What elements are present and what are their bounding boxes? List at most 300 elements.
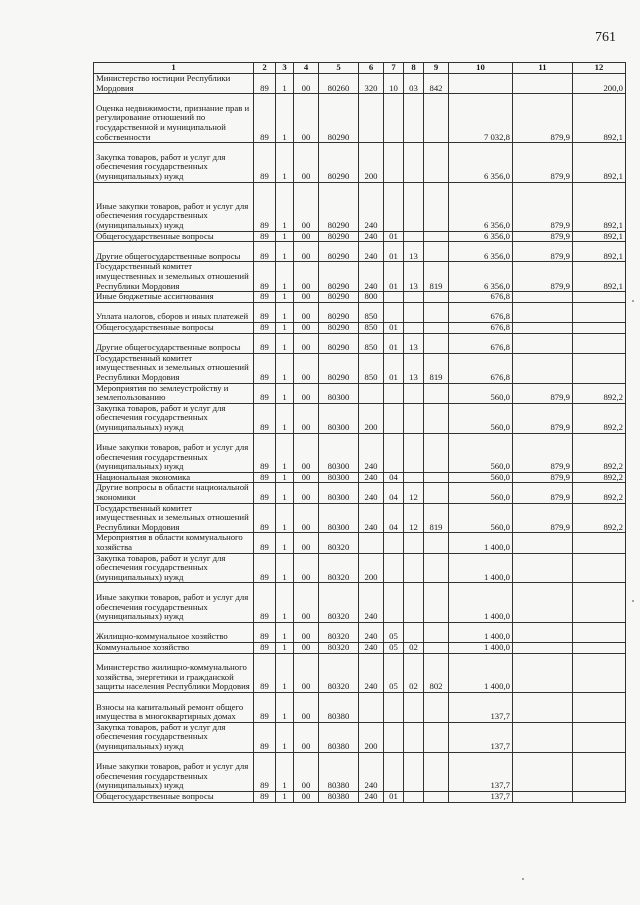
- col7-cell: [384, 752, 404, 791]
- col4-cell: 00: [294, 643, 319, 654]
- col5-cell: 80320: [319, 583, 359, 622]
- col10-value-cell: 676,8: [449, 292, 513, 303]
- col7-cell: [384, 383, 404, 403]
- col11-value-cell: [513, 533, 573, 553]
- col6-cell: 850: [359, 302, 384, 322]
- col3-cell: 1: [276, 182, 294, 231]
- col2-cell: 89: [254, 94, 276, 143]
- col11-value-cell: [513, 292, 573, 303]
- table-row: [94, 722, 626, 752]
- col10-value-cell: 137,7: [449, 722, 513, 752]
- table-row: [94, 333, 626, 353]
- row-name-cell: Коммунальное хозяйство: [94, 643, 254, 654]
- col9-cell: [424, 231, 449, 242]
- col6-cell: [359, 533, 384, 553]
- col9-cell: [424, 792, 449, 803]
- row-name-cell: Другие вопросы в области национальной экономики: [94, 483, 254, 503]
- col11-value-cell: 879,9: [513, 503, 573, 533]
- col10-value-cell: 1 400,0: [449, 533, 513, 553]
- header-row: [94, 63, 626, 74]
- col4-cell: 00: [294, 182, 319, 231]
- col11-value-cell: 879,9: [513, 472, 573, 483]
- col11-value-cell: 879,9: [513, 483, 573, 503]
- col5-cell: 80260: [319, 74, 359, 94]
- col7-cell: 05: [384, 622, 404, 642]
- col2-cell: 89: [254, 403, 276, 433]
- col12-value-cell: [573, 322, 626, 333]
- header-cell: 3: [276, 63, 294, 74]
- col9-cell: [424, 472, 449, 483]
- col6-cell: 240: [359, 653, 384, 692]
- col9-cell: [424, 433, 449, 472]
- col4-cell: 00: [294, 143, 319, 182]
- col12-value-cell: 892,2: [573, 403, 626, 433]
- col11-value-cell: [513, 643, 573, 654]
- row-name-cell: Государственный комитет имущественных и земельных отношений Республики Мордовия: [94, 353, 254, 383]
- col8-cell: [404, 322, 424, 333]
- col8-cell: [404, 292, 424, 303]
- col9-cell: [424, 693, 449, 723]
- col12-value-cell: [573, 302, 626, 322]
- row-name-cell: Закупка товаров, работ и услуг для обеспечения государственных (муниципальных) нужд: [94, 722, 254, 752]
- col10-value-cell: 676,8: [449, 322, 513, 333]
- col4-cell: 00: [294, 353, 319, 383]
- col9-cell: [424, 143, 449, 182]
- col11-value-cell: [513, 333, 573, 353]
- col3-cell: 1: [276, 403, 294, 433]
- col3-cell: 1: [276, 353, 294, 383]
- col8-cell: [404, 302, 424, 322]
- col6-cell: 240: [359, 433, 384, 472]
- col11-value-cell: 879,9: [513, 231, 573, 242]
- col10-value-cell: 137,7: [449, 792, 513, 803]
- table-row: [94, 622, 626, 642]
- col10-value-cell: 560,0: [449, 403, 513, 433]
- col4-cell: 00: [294, 722, 319, 752]
- col4-cell: 00: [294, 433, 319, 472]
- col12-value-cell: 892,1: [573, 182, 626, 231]
- col11-value-cell: [513, 722, 573, 752]
- col10-value-cell: 1 400,0: [449, 583, 513, 622]
- col12-value-cell: 892,2: [573, 483, 626, 503]
- row-name-cell: Закупка товаров, работ и услуг для обеспечения государственных (муниципальных) нужд: [94, 553, 254, 583]
- col5-cell: 80290: [319, 182, 359, 231]
- col4-cell: 00: [294, 242, 319, 262]
- col2-cell: 89: [254, 433, 276, 472]
- col9-cell: [424, 242, 449, 262]
- table-row: [94, 302, 626, 322]
- col11-value-cell: 879,9: [513, 182, 573, 231]
- row-name-cell: Общегосударственные вопросы: [94, 231, 254, 242]
- col5-cell: 80300: [319, 483, 359, 503]
- col9-cell: [424, 752, 449, 791]
- col10-value-cell: 1 400,0: [449, 653, 513, 692]
- col9-cell: [424, 322, 449, 333]
- col6-cell: 240: [359, 583, 384, 622]
- col9-cell: [424, 383, 449, 403]
- col7-cell: [384, 722, 404, 752]
- scan-speck: [632, 300, 634, 302]
- col3-cell: 1: [276, 143, 294, 182]
- col10-value-cell: 6 356,0: [449, 231, 513, 242]
- col8-cell: [404, 533, 424, 553]
- col10-value-cell: 6 356,0: [449, 143, 513, 182]
- col5-cell: 80320: [319, 553, 359, 583]
- col5-cell: 80300: [319, 403, 359, 433]
- col6-cell: 240: [359, 182, 384, 231]
- col9-cell: 819: [424, 353, 449, 383]
- col7-cell: 04: [384, 483, 404, 503]
- row-name-cell: Иные закупки товаров, работ и услуг для обеспечения государственных (муниципальных) нужд: [94, 752, 254, 791]
- col7-cell: 04: [384, 503, 404, 533]
- col6-cell: 800: [359, 292, 384, 303]
- col5-cell: 80300: [319, 503, 359, 533]
- col10-value-cell: 676,8: [449, 353, 513, 383]
- col7-cell: 10: [384, 74, 404, 94]
- col6-cell: 240: [359, 262, 384, 292]
- col9-cell: [424, 403, 449, 433]
- table-row: [94, 472, 626, 483]
- col3-cell: 1: [276, 94, 294, 143]
- col7-cell: 05: [384, 643, 404, 654]
- row-name-cell: Закупка товаров, работ и услуг для обеспечения государственных (муниципальных) нужд: [94, 143, 254, 182]
- col5-cell: 80320: [319, 643, 359, 654]
- col11-value-cell: [513, 302, 573, 322]
- col3-cell: 1: [276, 503, 294, 533]
- col7-cell: 01: [384, 231, 404, 242]
- col2-cell: 89: [254, 503, 276, 533]
- col3-cell: 1: [276, 292, 294, 303]
- row-name-cell: Министерство жилищно-коммунального хозяйства, энергетики и гражданской защиты населения Республики Мордовия: [94, 653, 254, 692]
- table-row: [94, 94, 626, 143]
- col2-cell: 89: [254, 752, 276, 791]
- col4-cell: 00: [294, 622, 319, 642]
- col2-cell: 89: [254, 182, 276, 231]
- col10-value-cell: 560,0: [449, 472, 513, 483]
- col8-cell: 02: [404, 653, 424, 692]
- col12-value-cell: 200,0: [573, 74, 626, 94]
- col4-cell: 00: [294, 403, 319, 433]
- row-name-cell: Иные закупки товаров, работ и услуг для обеспечения государственных (муниципальных) нужд: [94, 583, 254, 622]
- col11-value-cell: 879,9: [513, 242, 573, 262]
- col8-cell: 13: [404, 333, 424, 353]
- col4-cell: 00: [294, 472, 319, 483]
- col4-cell: 00: [294, 322, 319, 333]
- col5-cell: 80300: [319, 433, 359, 472]
- col4-cell: 00: [294, 292, 319, 303]
- col9-cell: [424, 333, 449, 353]
- row-name-cell: Другие общегосударственные вопросы: [94, 242, 254, 262]
- col10-value-cell: 137,7: [449, 752, 513, 791]
- row-name-cell: Общегосударственные вопросы: [94, 792, 254, 803]
- col12-value-cell: 892,2: [573, 472, 626, 483]
- header-cell: 4: [294, 63, 319, 74]
- col5-cell: 80320: [319, 533, 359, 553]
- col4-cell: 00: [294, 483, 319, 503]
- table-row: [94, 693, 626, 723]
- row-name-cell: Мероприятия в области коммунального хозяйства: [94, 533, 254, 553]
- col5-cell: 80320: [319, 653, 359, 692]
- col6-cell: 850: [359, 333, 384, 353]
- col5-cell: 80320: [319, 622, 359, 642]
- row-name-cell: Мероприятия по землеустройству и землепользованию: [94, 383, 254, 403]
- col2-cell: 89: [254, 472, 276, 483]
- col6-cell: 240: [359, 622, 384, 642]
- row-name-cell: Уплата налогов, сборов и иных платежей: [94, 302, 254, 322]
- col2-cell: 89: [254, 483, 276, 503]
- col7-cell: 04: [384, 472, 404, 483]
- col12-value-cell: [573, 353, 626, 383]
- col10-value-cell: 560,0: [449, 383, 513, 403]
- col12-value-cell: [573, 693, 626, 723]
- col2-cell: 89: [254, 622, 276, 642]
- col7-cell: [384, 182, 404, 231]
- table-row: [94, 643, 626, 654]
- col5-cell: 80300: [319, 383, 359, 403]
- col4-cell: 00: [294, 262, 319, 292]
- col3-cell: 1: [276, 383, 294, 403]
- col10-value-cell: 560,0: [449, 503, 513, 533]
- col4-cell: 00: [294, 583, 319, 622]
- col12-value-cell: 892,1: [573, 242, 626, 262]
- col8-cell: 03: [404, 74, 424, 94]
- col10-value-cell: 676,8: [449, 302, 513, 322]
- col3-cell: 1: [276, 752, 294, 791]
- col3-cell: 1: [276, 322, 294, 333]
- col8-cell: 13: [404, 242, 424, 262]
- col5-cell: 80380: [319, 752, 359, 791]
- header-cell: 11: [513, 63, 573, 74]
- col3-cell: 1: [276, 553, 294, 583]
- col2-cell: 89: [254, 333, 276, 353]
- col3-cell: 1: [276, 333, 294, 353]
- col3-cell: 1: [276, 433, 294, 472]
- col12-value-cell: 892,2: [573, 503, 626, 533]
- col12-value-cell: 892,1: [573, 262, 626, 292]
- col7-cell: [384, 583, 404, 622]
- header-cell: 6: [359, 63, 384, 74]
- col8-cell: [404, 231, 424, 242]
- row-name-cell: Иные закупки товаров, работ и услуг для обеспечения государственных (муниципальных) нужд: [94, 433, 254, 472]
- col5-cell: 80290: [319, 322, 359, 333]
- col6-cell: [359, 693, 384, 723]
- col11-value-cell: 879,9: [513, 433, 573, 472]
- col8-cell: [404, 472, 424, 483]
- col3-cell: 1: [276, 231, 294, 242]
- col7-cell: [384, 693, 404, 723]
- col9-cell: [424, 533, 449, 553]
- col2-cell: 89: [254, 322, 276, 333]
- col6-cell: 240: [359, 503, 384, 533]
- table-row: [94, 653, 626, 692]
- table-row: [94, 182, 626, 231]
- col12-value-cell: [573, 752, 626, 791]
- col8-cell: [404, 143, 424, 182]
- col8-cell: [404, 553, 424, 583]
- col11-value-cell: 879,9: [513, 403, 573, 433]
- row-name-cell: Общегосударственные вопросы: [94, 322, 254, 333]
- col6-cell: 320: [359, 74, 384, 94]
- col8-cell: [404, 752, 424, 791]
- col6-cell: 200: [359, 403, 384, 433]
- row-name-cell: Иные закупки товаров, работ и услуг для обеспечения государственных (муниципальных) нужд: [94, 182, 254, 231]
- header-cell: 5: [319, 63, 359, 74]
- row-name-cell: Жилищно-коммунальное хозяйство: [94, 622, 254, 642]
- col6-cell: 240: [359, 792, 384, 803]
- col7-cell: [384, 553, 404, 583]
- col8-cell: [404, 583, 424, 622]
- col2-cell: 89: [254, 353, 276, 383]
- col10-value-cell: 1 400,0: [449, 622, 513, 642]
- col8-cell: [404, 693, 424, 723]
- col12-value-cell: 892,2: [573, 433, 626, 472]
- col7-cell: 01: [384, 262, 404, 292]
- col3-cell: 1: [276, 533, 294, 553]
- col3-cell: 1: [276, 242, 294, 262]
- col12-value-cell: 892,2: [573, 383, 626, 403]
- col5-cell: 80290: [319, 353, 359, 383]
- col9-cell: [424, 622, 449, 642]
- col4-cell: 00: [294, 553, 319, 583]
- col3-cell: 1: [276, 74, 294, 94]
- col6-cell: [359, 383, 384, 403]
- col5-cell: 80290: [319, 94, 359, 143]
- col6-cell: 200: [359, 722, 384, 752]
- col9-cell: 802: [424, 653, 449, 692]
- col6-cell: 850: [359, 353, 384, 383]
- col3-cell: 1: [276, 622, 294, 642]
- col12-value-cell: [573, 292, 626, 303]
- table-body: [94, 74, 626, 803]
- col4-cell: 00: [294, 302, 319, 322]
- col12-value-cell: 892,1: [573, 143, 626, 182]
- col7-cell: [384, 433, 404, 472]
- col7-cell: [384, 403, 404, 433]
- col11-value-cell: [513, 752, 573, 791]
- col6-cell: 200: [359, 553, 384, 583]
- col8-cell: 13: [404, 262, 424, 292]
- col10-value-cell: 6 356,0: [449, 242, 513, 262]
- col2-cell: 89: [254, 653, 276, 692]
- col6-cell: 240: [359, 472, 384, 483]
- col7-cell: 01: [384, 322, 404, 333]
- col6-cell: 240: [359, 752, 384, 791]
- col10-value-cell: 137,7: [449, 693, 513, 723]
- row-name-cell: Иные бюджетные ассигнования: [94, 292, 254, 303]
- col9-cell: [424, 292, 449, 303]
- col8-cell: [404, 722, 424, 752]
- col2-cell: 89: [254, 792, 276, 803]
- col12-value-cell: [573, 722, 626, 752]
- col5-cell: 80290: [319, 143, 359, 182]
- col11-value-cell: 879,9: [513, 94, 573, 143]
- col12-value-cell: [573, 653, 626, 692]
- col2-cell: 89: [254, 242, 276, 262]
- scan-speck: [632, 600, 634, 602]
- col8-cell: [404, 182, 424, 231]
- col3-cell: 1: [276, 302, 294, 322]
- col12-value-cell: [573, 533, 626, 553]
- col11-value-cell: [513, 74, 573, 94]
- col3-cell: 1: [276, 643, 294, 654]
- page-number: 761: [595, 30, 616, 45]
- col6-cell: 200: [359, 143, 384, 182]
- col9-cell: [424, 483, 449, 503]
- col12-value-cell: [573, 333, 626, 353]
- col7-cell: 05: [384, 653, 404, 692]
- col9-cell: [424, 182, 449, 231]
- col10-value-cell: 7 032,8: [449, 94, 513, 143]
- col10-value-cell: 560,0: [449, 433, 513, 472]
- col5-cell: 80380: [319, 792, 359, 803]
- col11-value-cell: [513, 583, 573, 622]
- row-name-cell: Национальная экономика: [94, 472, 254, 483]
- table-row: [94, 231, 626, 242]
- col6-cell: 240: [359, 231, 384, 242]
- col10-value-cell: 6 356,0: [449, 262, 513, 292]
- col4-cell: 00: [294, 333, 319, 353]
- col5-cell: 80300: [319, 472, 359, 483]
- col6-cell: 850: [359, 322, 384, 333]
- row-name-cell: Государственный комитет имущественных и земельных отношений Республики Мордовия: [94, 503, 254, 533]
- col4-cell: 00: [294, 74, 319, 94]
- table-row: [94, 792, 626, 803]
- header-cell: 2: [254, 63, 276, 74]
- col8-cell: [404, 94, 424, 143]
- table-row: [94, 353, 626, 383]
- col7-cell: 01: [384, 353, 404, 383]
- col12-value-cell: [573, 553, 626, 583]
- col10-value-cell: 560,0: [449, 483, 513, 503]
- col11-value-cell: [513, 622, 573, 642]
- col2-cell: 89: [254, 533, 276, 553]
- col11-value-cell: [513, 353, 573, 383]
- table-row: [94, 403, 626, 433]
- col2-cell: 89: [254, 302, 276, 322]
- table-row: [94, 322, 626, 333]
- table-row: [94, 752, 626, 791]
- col11-value-cell: [513, 693, 573, 723]
- col8-cell: 02: [404, 643, 424, 654]
- col5-cell: 80380: [319, 722, 359, 752]
- col9-cell: [424, 643, 449, 654]
- col12-value-cell: [573, 583, 626, 622]
- col4-cell: 00: [294, 503, 319, 533]
- col4-cell: 00: [294, 693, 319, 723]
- col11-value-cell: [513, 322, 573, 333]
- col3-cell: 1: [276, 792, 294, 803]
- col11-value-cell: 879,9: [513, 143, 573, 182]
- col4-cell: 00: [294, 653, 319, 692]
- header-cell: 7: [384, 63, 404, 74]
- col2-cell: 89: [254, 231, 276, 242]
- header-cell: 8: [404, 63, 424, 74]
- col12-value-cell: 892,1: [573, 94, 626, 143]
- row-name-cell: Министерство юстиции Республики Мордовия: [94, 74, 254, 94]
- col2-cell: 89: [254, 383, 276, 403]
- budget-table: [93, 62, 626, 803]
- col5-cell: 80290: [319, 292, 359, 303]
- table-row: [94, 143, 626, 182]
- col5-cell: 80380: [319, 693, 359, 723]
- col6-cell: 240: [359, 242, 384, 262]
- col7-cell: [384, 292, 404, 303]
- col7-cell: [384, 143, 404, 182]
- row-name-cell: Взносы на капитальный ремонт общего имущества в многоквартирных домах: [94, 693, 254, 723]
- table-row: [94, 503, 626, 533]
- col7-cell: [384, 302, 404, 322]
- row-name-cell: Оценка недвижимости, признание прав и регулирование отношений по государственной и муниципальной собственности: [94, 94, 254, 143]
